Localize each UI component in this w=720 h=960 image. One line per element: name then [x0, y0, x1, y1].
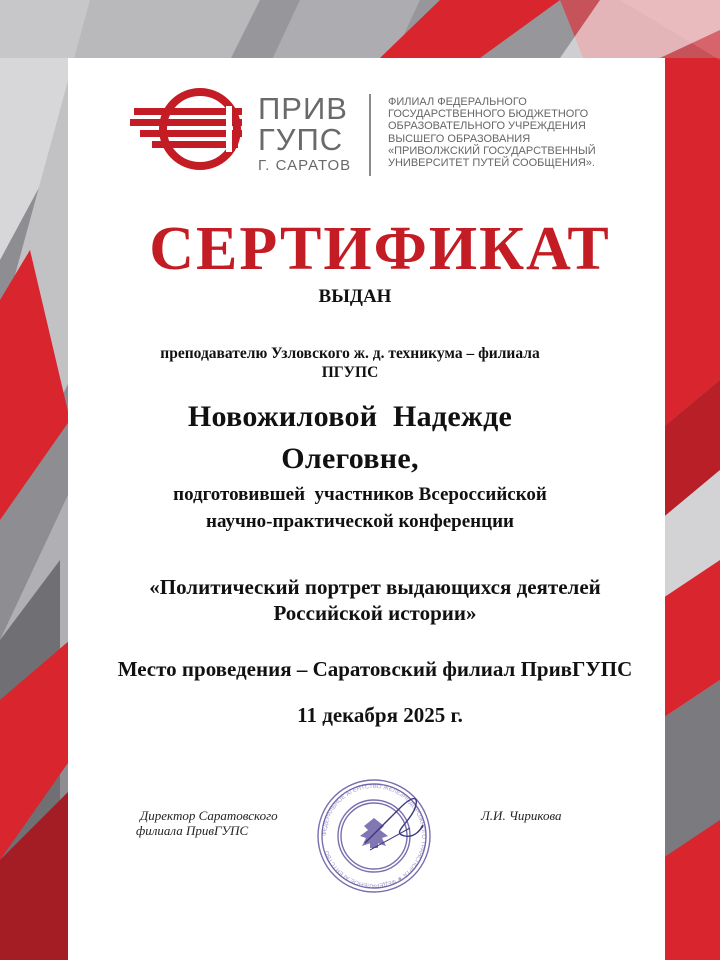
org-line: ВЫСШЕГО ОБРАЗОВАНИЯ: [388, 132, 531, 145]
brand-line-2: ГУПС: [258, 122, 344, 157]
achievement-description: [60, 481, 660, 535]
desc-line-1: подготовившей участников Всероссийской: [173, 484, 547, 505]
position-line-1: преподавателю Узловского ж. д. техникума – филиала: [160, 345, 540, 362]
org-line: ОБРАЗОВАТЕЛЬНОГО УЧРЕЖДЕНИЯ: [388, 120, 586, 133]
privgups-logo-icon: [130, 86, 248, 172]
venue: Место проведения – Саратовский филиал ПривГУПС: [117, 657, 633, 681]
name-line-1: Новожиловой Надежде: [187, 400, 513, 433]
event-date: 11 декабря 2025 г.: [297, 703, 463, 727]
topic-line-1: «Политический портрет выдающихся деятелей: [149, 575, 601, 599]
role-line-2: филиала ПривГУПС: [136, 823, 249, 838]
handwritten-signature-icon: [360, 788, 430, 858]
topic-line-2: Российской истории»: [273, 601, 477, 625]
conference-topic: [80, 574, 670, 626]
recipient-name: [60, 396, 640, 480]
role-line-1: Директор Саратовского: [140, 808, 278, 823]
issued-label: ВЫДАН: [318, 286, 392, 307]
organization-name: [388, 96, 628, 169]
recipient-position: [60, 344, 640, 382]
certificate-title: СЕРТИФИКАТ: [149, 215, 611, 283]
org-line: ФИЛИАЛ ФЕДЕРАЛЬНОГО: [388, 96, 527, 108]
brand-city: Г. САРАТОВ: [258, 157, 352, 174]
brand-line-1: ПРИВ: [258, 91, 348, 126]
svg-text:ФЕДЕРАЛЬНОЕ АГЕНТСТВО ЖЕЛЕЗНОД: ФЕДЕРАЛЬНОЕ АГЕНТСТВО ЖЕЛЕЗНОДОРОЖНОГО ТРАНСПОРТА ★ ФЕДЕРАЛЬНОЕ АГЕНТСТВО: [321, 783, 427, 889]
org-line: ГОСУДАРСТВЕННОГО БЮДЖЕТНОГО: [388, 108, 589, 121]
signatory-role: [136, 808, 278, 838]
desc-line-2: научно-практической конференции: [206, 511, 514, 532]
org-line: УНИВЕРСИТЕТ ПУТЕЙ СООБЩЕНИЯ».: [388, 157, 595, 170]
signatory-name: Л.И. Чирикова: [481, 808, 562, 823]
brand-wordmark: [258, 93, 351, 173]
logo-divider: [369, 94, 371, 176]
position-line-2: ПГУПС: [321, 364, 379, 381]
name-line-2: Олеговне,: [281, 442, 419, 475]
org-line: «ПРИВОЛЖСКИЙ ГОСУДАРСТВЕННЫЙ: [388, 144, 596, 157]
